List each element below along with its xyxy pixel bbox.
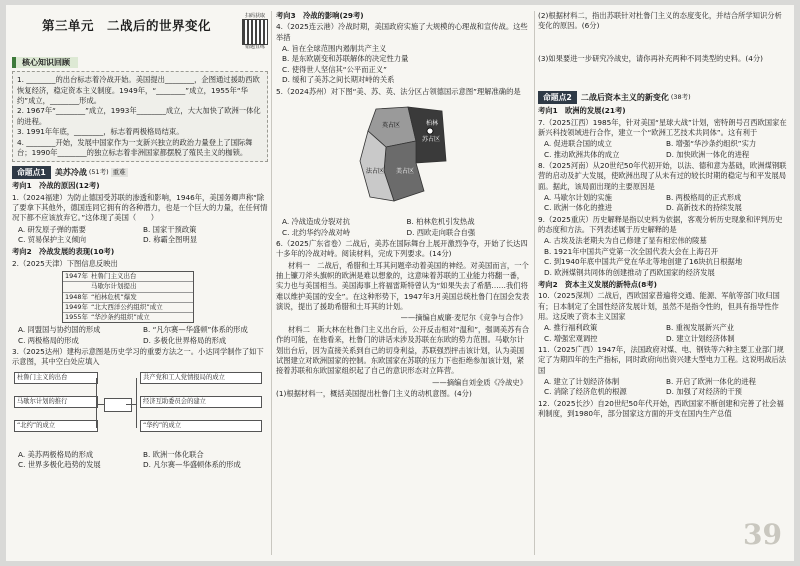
options xyxy=(544,236,788,277)
options xyxy=(282,44,531,85)
timeline-event: 杜鲁门主义出台 xyxy=(91,272,137,281)
topic-meta: (38考) xyxy=(670,93,691,101)
diagram-box: 共产党和工人党情报局的成立 xyxy=(140,372,262,384)
map-label: 英占区 xyxy=(382,121,401,129)
map-berlin-point xyxy=(427,128,433,134)
option[interactable]: B. 1921年中国共产党第一次全国代表大会在上海召开 xyxy=(544,246,719,256)
option[interactable]: C. 两极格局的形成 xyxy=(18,335,79,345)
timeline-event: “华沙条约组织”成立 xyxy=(91,313,150,322)
option[interactable]: B. 增强“华沙条约组织”实力 xyxy=(666,139,757,149)
options xyxy=(544,323,788,344)
options xyxy=(544,377,788,398)
column-divider xyxy=(271,11,272,555)
knowledge-item: 2. 1967年“________”成立，1993年________成立，大大加快了欧洲一体化的进程。 xyxy=(17,106,261,126)
option[interactable]: A. 马歇尔计划的实施 xyxy=(544,193,612,203)
question-1: 1.（2024福建）为防止德国受苏联的渗透和影响，1946年，美国务卿声称“除了要拿下其他外，德国连同它拥有的各种潜力，也是一个巨大的力量，在任何情况下都不应该放弃它。”这体现了美国（ ） xyxy=(12,192,268,223)
option[interactable]: C. 世界多极化趋势的发展 xyxy=(18,460,101,470)
timeline-year: 1947年 xyxy=(65,272,89,281)
option[interactable]: D. 建立计划经济体制 xyxy=(666,333,735,343)
option[interactable]: B. 重视发展新兴产业 xyxy=(666,323,735,333)
option[interactable]: C. 增强宏观调控 xyxy=(544,333,598,343)
timeline-row xyxy=(63,303,193,313)
option[interactable]: D. 加快欧洲一体化的进程 xyxy=(666,149,750,159)
question-10: 10.（2025深圳）二战后，西欧国家普遍将交通、能源、军航等部门收归国有；日本制定了全国性经济发展计划，虽然不是指令性的，但具有指导性作用。这反映了资本主义国家 xyxy=(538,291,780,321)
option[interactable]: A. 促进联合国的成立 xyxy=(544,139,612,149)
diagram-blank-box xyxy=(104,398,132,412)
column-divider xyxy=(534,11,535,555)
question-9: 9.（2025重庆）历史解释是指以史料为依据，客观分析历史现象和评判历史的态度和方法。下列表述属于历史解释的是 xyxy=(538,214,783,235)
diagram-line xyxy=(136,378,137,428)
timeline-table xyxy=(62,271,194,323)
option[interactable]: C. 欧洲一体化的推进 xyxy=(544,203,613,213)
option[interactable]: A. 同盟国与协约国的形成 xyxy=(18,325,101,335)
question-5: 5.（2024苏州）对下图“美、苏、英、法分区占领德国示意图”理解准确的是 xyxy=(276,86,521,96)
question-3: 3.（2025达州）建构示意图是历史学习的重要方法之一。小达同学制作了如下示意图，其中空白处应填入 xyxy=(12,346,264,367)
question-2: 2.（2025天津）下图信息反映出 xyxy=(12,258,118,268)
option[interactable]: A. 建立了计划经济体制 xyxy=(544,377,620,387)
timeline-year: 1948年 xyxy=(65,292,89,301)
option[interactable]: D. 多极化世界格局的形成 xyxy=(143,335,227,345)
material-2: 材料二 斯大林在杜鲁门主义出台后，公开反击相对“温和”，强调美苏有合作的可能，在他看来，杜鲁门的讲话未涉及苏联在东欧的势力范围。马歇尔计划出台后，因为直接关系到自己的切身利益，苏联强烈抨击该计划，认为美国试图建立对欧洲国家的控制。东欧国家在苏联的压力下也拒绝参加该计划，紧接着苏联和东欧国家组织起了自己的意识形态对立阵营。 xyxy=(276,324,530,376)
option[interactable]: C. 北约华约冷战对峙 xyxy=(282,227,351,237)
map-label: 柏林 xyxy=(426,119,439,127)
subtopic-heading: 考向2 资本主义发展的新特点(8考) xyxy=(538,279,657,289)
timeline-year: 1955年 xyxy=(65,313,89,322)
map-label: 苏占区 xyxy=(422,135,441,143)
option[interactable]: A. 推行福利政策 xyxy=(544,323,598,333)
diagram-box: 马歇尔计划的推行 xyxy=(14,396,98,408)
topic-tag: 命题点1 xyxy=(12,166,51,179)
concept-diagram xyxy=(12,370,268,448)
option[interactable]: A. 旨在全球范围内遏制共产主义 xyxy=(282,44,387,54)
germany-occupation-map xyxy=(346,101,456,211)
options xyxy=(18,325,268,346)
map-label: 法占区 xyxy=(366,167,385,175)
timeline-year xyxy=(63,282,91,291)
qr-code-block[interactable] xyxy=(240,13,268,50)
page-number: 39 xyxy=(743,518,782,551)
timeline-row xyxy=(63,293,193,303)
option[interactable]: B. 是东欧剧变和苏联解体的决定性力量 xyxy=(282,54,409,64)
option[interactable]: C. 消除了经济危机的根源 xyxy=(544,387,627,397)
diagram-line xyxy=(96,404,104,405)
unit-header xyxy=(12,5,268,55)
material-source: ——摘编自刘金质《冷战史》 xyxy=(432,377,527,387)
column-right xyxy=(538,5,788,561)
timeline-row xyxy=(63,282,193,292)
question-6: 6.（2025广东省卷）二战后，美苏在国际舞台上展开激烈争夺，开始了长达四十多年的冷战对峙。阅读材料，完成下列要求。(14分) xyxy=(276,238,528,259)
subtopic-heading: 考向2 冷战发展的表现(10考) xyxy=(12,247,115,257)
option[interactable]: D. 称霸全图明显 xyxy=(143,235,198,245)
options xyxy=(544,193,788,214)
material-source: ——摘编自威廉·麦尼尔《竞争与合作》 xyxy=(400,313,527,323)
diagram-box: 杜鲁门主义的出台 xyxy=(14,372,98,384)
core-knowledge-banner: 核心知识回顾 xyxy=(12,57,78,68)
topic-header xyxy=(538,91,788,104)
option[interactable]: D. 加强了对经济的干预 xyxy=(666,387,742,397)
option[interactable]: B. 柏林危机引发热战 xyxy=(406,217,475,227)
topic-meta: (51考) xyxy=(88,168,109,177)
material-1: 材料一 二战后，希腊和土耳其问题牵动着美国的神经。对美国而言，一个抽上镰刀斧头旗帜的欧洲是难以想象的，这意味着苏联的工业能力将翻一番，实力也与美国相当。美国海事上将福雷斯特曾认为“如果失去了希腊……我们将难以维护美国的安全”。在这种形势下，1947年3月美国总统杜鲁门在国会发表演说，提出了援助希腊和土耳其的计划。 xyxy=(276,260,530,312)
timeline-event: “北大西洋公约组织”成立 xyxy=(91,302,163,311)
answer-space[interactable] xyxy=(538,65,788,87)
option[interactable]: A. 美苏两极格局的形成 xyxy=(18,449,94,459)
options xyxy=(282,217,531,238)
question-11: 11.（2025广西）1947年，法国政府对煤、电、钢铁等六种主要工业部门规定了为期四年的生产指标，同时政府向出资兴建大型电力工程。这说明战后法国 xyxy=(538,345,787,375)
topic-header xyxy=(12,166,268,179)
option[interactable]: D. 欧洲煤钢共同体的创建推动了西欧国家的经济发展 xyxy=(544,267,715,277)
topic-title: 美苏冷战 xyxy=(54,168,87,178)
option[interactable]: C. 贸易保护主义倾向 xyxy=(18,235,87,245)
diagram-box: “华约”的成立 xyxy=(140,420,262,432)
workbook-page xyxy=(6,5,794,561)
option[interactable]: B. 两极格局的正式形成 xyxy=(666,193,742,203)
option[interactable]: C. 使得世人坚信其“公平而正义” xyxy=(282,64,387,74)
knowledge-item: 1. ________的出台标志着冷战开始。美国提出________，企图通过援助西欧恢复经济，稳定资本主义制度。1949年，“________”成立，1955年“华约”成立，________形成。 xyxy=(17,75,260,106)
option[interactable]: B. 开启了欧洲一体化的进程 xyxy=(666,377,756,387)
option[interactable]: B. “凡尔赛—华盛顿”体系的形成 xyxy=(143,325,248,335)
subtopic-heading: 考向1 冷战的原因(12考) xyxy=(12,181,100,191)
option[interactable]: D. 西欧走向联合自强 xyxy=(406,227,476,237)
answer-space[interactable] xyxy=(538,33,788,53)
topic-title: 二战后资本主义的新变化 xyxy=(580,92,669,102)
timeline-row xyxy=(63,313,193,322)
question-6-part-2: (2)根据材料二，指出苏联针对杜鲁门主义的态度变化，并结合所学知识分析变化的原因。(6分) xyxy=(538,11,782,31)
qr-top-label: 扫码获取 xyxy=(244,13,265,19)
option[interactable]: D. 高新技术的持续发展 xyxy=(666,203,742,213)
question-4: 4.（2025连云港）冷战时期，美国政府实施了大规模的心理战和宣传战。这些举措 xyxy=(276,22,528,42)
unit-title: 第三单元 二战后的世界变化 xyxy=(42,18,212,33)
options xyxy=(544,139,788,160)
option[interactable]: D. 凡尔赛—华盛顿体系的形成 xyxy=(143,460,241,470)
option[interactable]: A. 古埃及法老期夫为自己修建了显有相宏伟的陵墓 xyxy=(544,236,707,246)
subtopic-heading: 考向3 冷战的影响(29考) xyxy=(276,11,364,20)
diagram-line xyxy=(96,378,97,428)
question-6-part-3: (3)如果要进一步研究冷战史，请你再补充两种不同类型的史料。(4分) xyxy=(538,53,763,63)
question-6-part-1: (1)根据材料一，概括美国提出杜鲁门主义的动机意图。(4分) xyxy=(276,388,472,398)
timeline-event: 马歇尔计划提出 xyxy=(91,282,137,291)
map-label: 美占区 xyxy=(396,167,415,175)
option[interactable]: A. 冷战造成分裂对抗 xyxy=(282,217,350,227)
question-7: 7.（2025江西）1985年，针对美国“星球大战”计划，密特朗号召西欧国家在新兴科技领域进行合作，建立一个“欧洲工艺技术共同体”。这有利于 xyxy=(538,117,787,137)
question-8: 8.（2025河南）从20世纪50年代初开始，以法、德和意为基础，欧洲煤钢联营的启动及扩大发展，使欧洲出现了从未有过的较长时期的稳定与和平发展局面。据此，该局面出现的主要原因是 xyxy=(538,160,787,191)
diagram-line xyxy=(126,404,136,405)
column-left xyxy=(12,5,268,561)
knowledge-box xyxy=(12,71,268,162)
option[interactable]: C. 到1940年底中国共产党在华北等地创建了16块抗日根据地 xyxy=(544,257,743,267)
option[interactable]: B. 欧洲一体化联合 xyxy=(143,449,204,459)
diagram-box: “北约”的成立 xyxy=(14,420,98,432)
qr-code-icon[interactable] xyxy=(243,20,267,44)
timeline-row xyxy=(63,272,193,282)
question-12: 12.（2025长沙）自20世纪50年代开始，西欧国家不断创建和完善了社会福利制度，到1980年，部分国家这方面的开支在国内生产总值 xyxy=(538,398,784,419)
option[interactable]: C. 推动欧洲共体的成立 xyxy=(544,149,620,159)
option[interactable]: D. 缓和了美苏之间长期对峙的关系 xyxy=(282,75,395,85)
difficulty-badge: 重难 xyxy=(112,168,126,177)
options xyxy=(18,450,268,471)
timeline-year: 1949年 xyxy=(65,302,89,311)
timeline-event: “柏林危机”爆发 xyxy=(91,292,137,301)
knowledge-item: 4. ________开始，发展中国家作为一支新兴独立的政治力量登上了国际舞台；1990年________的独立标志着非洲国家都摆脱了殖民主义的枷锁。 xyxy=(17,137,253,157)
diagram-box: 经济互助委员会的建立 xyxy=(140,396,262,408)
column-middle xyxy=(276,5,531,561)
qr-bottom-label: 错题宜练 xyxy=(244,44,265,50)
subtopic-heading: 考向1 欧洲的发展(21考) xyxy=(538,106,626,116)
option[interactable]: A. 研发原子弹的需要 xyxy=(18,224,86,234)
topic-tag: 命题点2 xyxy=(538,91,577,104)
knowledge-item: 3. 1991年年底，________，标志着两极格局结束。 xyxy=(17,127,184,137)
option[interactable]: B. 国家干预政策 xyxy=(143,224,197,234)
options xyxy=(18,225,268,246)
